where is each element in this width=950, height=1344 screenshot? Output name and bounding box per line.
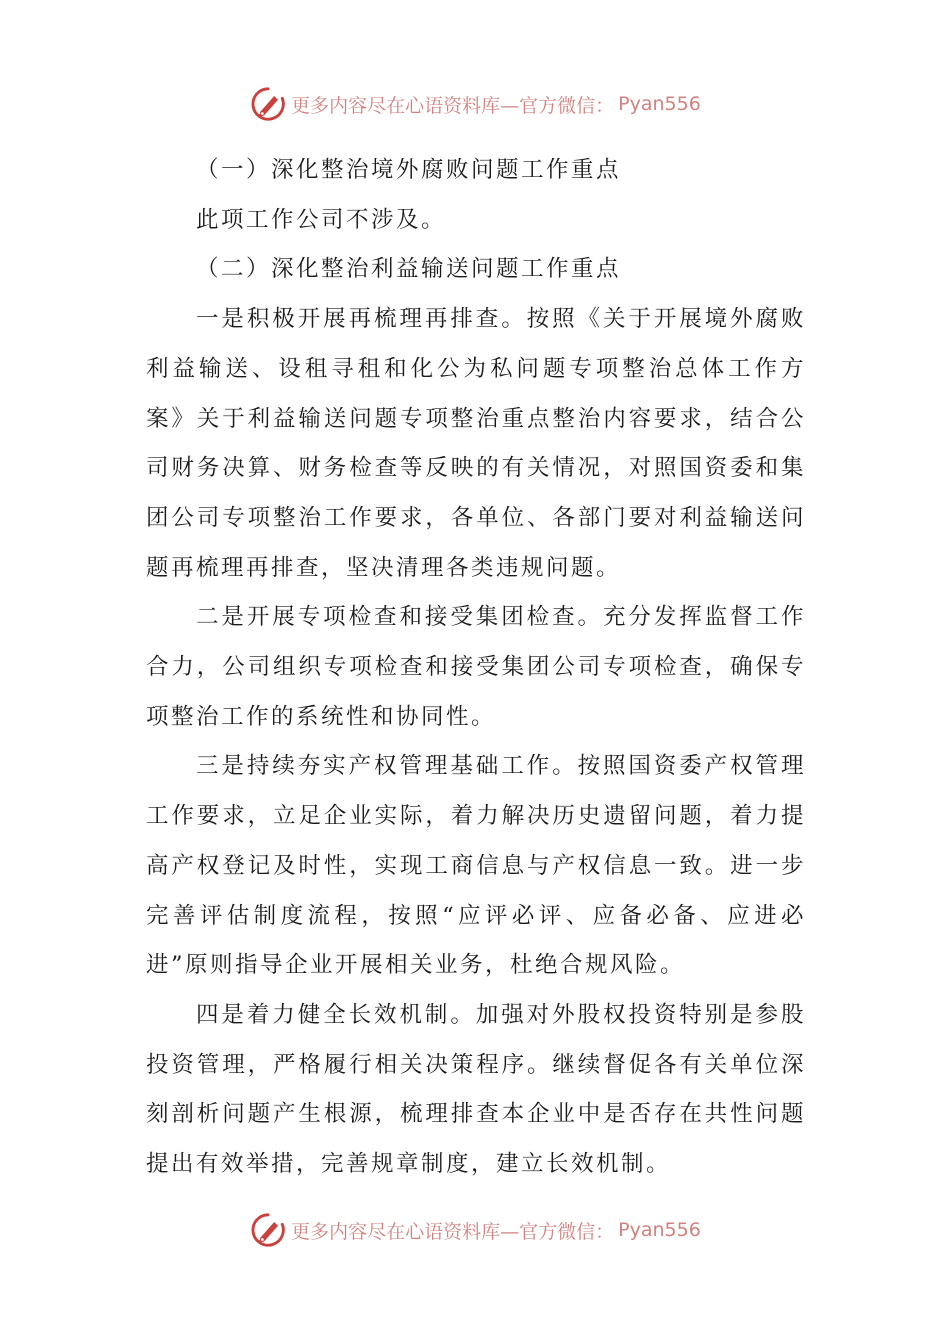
paragraph-3: 二是开展专项检查和接受集团检查。充分发挥监督工作合力，公司组织专项检查和接受集团公司专项检查，确保专项整治工作的系统性和协同性。	[146, 604, 806, 730]
header-banner-content	[249, 85, 701, 123]
footer-banner-content	[249, 1211, 701, 1249]
banner-wechat-id: Pyan556	[618, 1219, 701, 1241]
pen-circle-logo-icon	[249, 1211, 287, 1249]
section-heading-2: （二）深化整治利益输送问题工作重点	[196, 256, 622, 283]
document-body	[146, 146, 806, 1190]
pen-circle-logo-icon	[249, 85, 287, 123]
paragraph-1: 此项工作公司不涉及。	[196, 206, 447, 233]
banner-text: 更多内容尽在心语资料库—官方微信：	[291, 1220, 615, 1243]
paragraph-5: 四是着力健全长效机制。加强对外股权投资特别是参股投资管理，严格履行相关决策程序。继续督促各有关单位深刻剖析问题产生根源，梳理排查本企业中是否存在共性问题提出有效举措，完善规章制度，建立长效机制。	[146, 1001, 806, 1178]
banner-wechat-id: Pyan556	[618, 93, 701, 115]
section-heading-1: （一）深化整治境外腐败问题工作重点	[196, 157, 622, 183]
banner-text: 更多内容尽在心语资料库—官方微信：	[291, 94, 615, 117]
paragraph-2: 一是积极开展再梳理再排查。按照《关于开展境外腐败利益输送、设租寻租和化公为私问题专项整治总体工作方案》关于利益输送问题专项整治重点整治内容要求，结合公司财务决算、财务检查等反映的有关情况，对照国资委和集团公司专项整治工作要求，各单位、各部门要对利益输送问题再梳理再排查，坚决清理各类违规问题。	[146, 306, 806, 581]
footer-banner	[0, 1208, 950, 1252]
paragraph-4: 三是持续夯实产权管理基础工作。按照国资委产权管理工作要求，立足企业实际，着力解决历史遗留问题，着力提高产权登记及时性，实现工商信息与产权信息一致。进一步完善评估制度流程，按照“应评必评、应备必备、应进必进”原则指导企业开展相关业务，杜绝合规风险。	[146, 753, 806, 979]
header-banner	[0, 82, 950, 126]
